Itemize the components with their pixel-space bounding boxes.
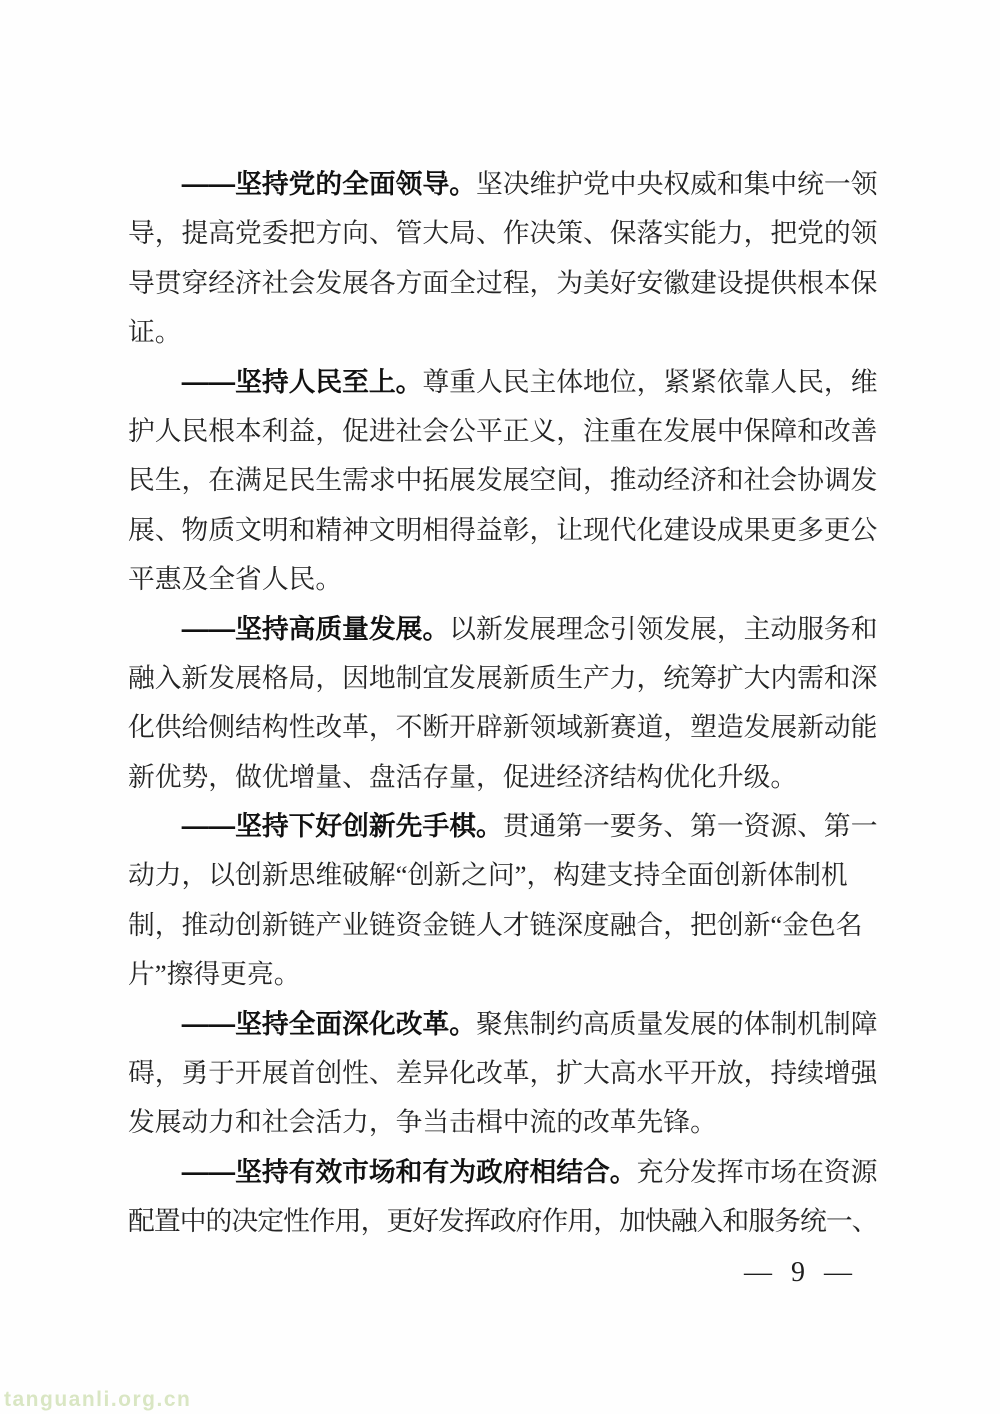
paragraph-lead-bold: ——坚持高质量发展。 xyxy=(181,613,450,644)
text-line xyxy=(128,605,878,654)
paragraph-lead-bold: ——坚持下好创新先手棋。 xyxy=(181,811,503,842)
paragraph-text: 以新发展理念引领发展，主动服务和 xyxy=(449,613,878,644)
paragraph xyxy=(128,802,878,1000)
paragraph-lead-bold: ——坚持党的全面领导。 xyxy=(181,169,476,199)
text-line xyxy=(128,802,878,851)
paragraph-text: 尊重人民主体地位，紧紧依靠人民，维 xyxy=(422,366,878,397)
text-line: 配置中的决定性作用，更好发挥政府作用，加快融入和服务统一、 xyxy=(128,1206,878,1237)
paragraph xyxy=(128,358,878,605)
text-line xyxy=(128,1000,878,1049)
paragraph xyxy=(128,1000,878,1148)
text-line: 证。 xyxy=(128,317,182,348)
text-line: 化供给侧结构性改革，不断开辟新领域新赛道，塑造发展新动能 xyxy=(128,712,878,743)
text-line: 平惠及全省人民。 xyxy=(128,564,343,595)
paragraph-lead-bold: ——坚持有效市场和有为政府相结合。 xyxy=(181,1156,637,1187)
paragraph xyxy=(128,605,878,803)
paragraph-text: 坚决维护党中央权威和集中统一领 xyxy=(475,169,878,199)
text-line: 新优势，做优增量、盘活存量，促进经济结构优化升级。 xyxy=(128,761,798,792)
text-line: 融入新发展格局，因地制宜发展新质生产力，统筹扩大内需和深 xyxy=(128,662,878,693)
text-line: 碍，勇于开展首创性、差异化改革，扩大高水平开放，持续增强 xyxy=(128,1058,878,1089)
text-line: 民生，在满足民生需求中拓展发展空间，推动经济和社会协调发 xyxy=(128,465,878,496)
text-line xyxy=(128,358,878,407)
paragraph xyxy=(128,1148,878,1247)
paragraph-text: 聚焦制约高质量发展的体制机制障 xyxy=(475,1008,878,1039)
text-line: 护人民根本利益，促进社会公平正义，注重在发展中保障和改善 xyxy=(128,415,878,446)
paragraph-lead-bold: ——坚持人民至上。 xyxy=(181,366,423,397)
page-number: — 9 — xyxy=(744,1257,852,1288)
text-line: 展、物质文明和精神文明相得益彰，让现代化建设成果更多更公 xyxy=(128,514,878,545)
text-line xyxy=(128,1148,878,1197)
text-line: 导贯穿经济社会发展各方面全过程，为美好安徽建设提供根本保 xyxy=(128,267,878,298)
paragraph xyxy=(128,160,878,358)
text-line: 制，推动创新链产业链资金链人才链深度融合，把创新“金色名 xyxy=(128,909,863,940)
text-line xyxy=(128,160,878,209)
document-body xyxy=(128,160,878,1247)
text-line: 片”擦得更亮。 xyxy=(128,959,301,990)
watermark-text: tanguanli.org.cn xyxy=(4,1388,192,1411)
text-line: 发展动力和社会活力，争当击楫中流的改革先锋。 xyxy=(128,1107,717,1138)
paragraph-text: 充分发挥市场在资源 xyxy=(636,1156,878,1187)
paragraph-text: 贯通第一要务、第一资源、第一 xyxy=(502,811,878,842)
text-line: 导，提高党委把方向、管大局、作决策、保落实能力，把党的领 xyxy=(128,218,878,249)
text-line: 动力，以创新思维破解“创新之问”，构建支持全面创新体制机 xyxy=(128,860,848,891)
paragraph-lead-bold: ——坚持全面深化改革。 xyxy=(181,1008,476,1039)
